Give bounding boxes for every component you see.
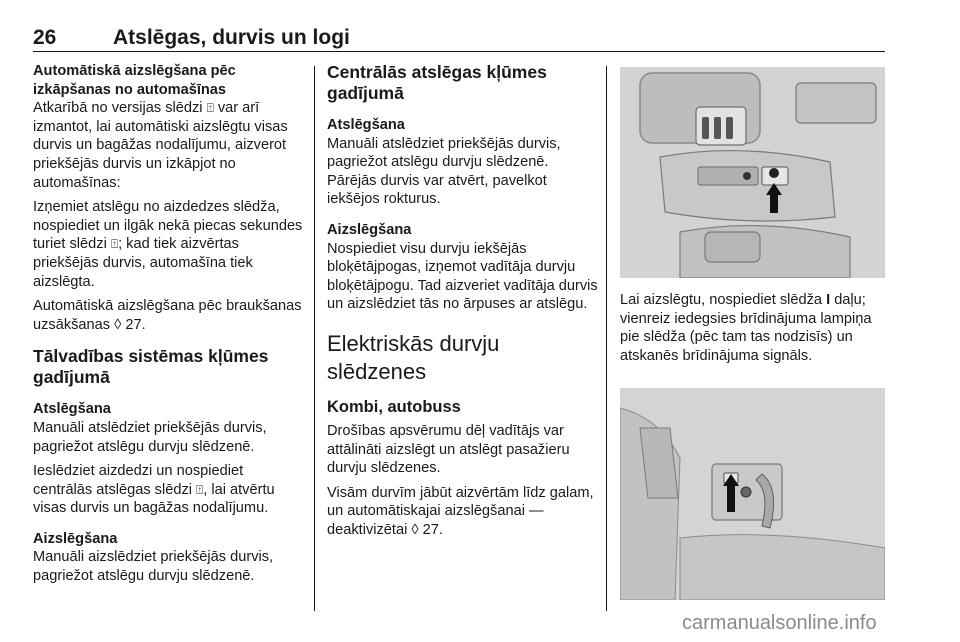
column-divider <box>606 66 607 611</box>
column-2 <box>327 62 599 540</box>
text: Visām durvīm jābūt aizvērtām līdz galam, un automātiskajai aizslēgšanai — deaktivizētai <box>327 484 594 538</box>
text: Izņemiet atslēgu no aizdedzes slēdža, nospiediet un ilgāk nekā piecas sekundes turiet slēdzi <box>33 199 303 253</box>
lock-switch-icon: ⍐ <box>206 101 214 116</box>
page-reference-icon: ◊ <box>411 521 419 538</box>
text: daļu; vienreiz iedegsies brīdinājuma lampiņa pie slēdža (pēc tam tas nodzisīs) un atskanēs brīdinājuma signāls. <box>620 292 872 364</box>
section-heading-remote-failure: Tālvadības sistēmas kļūmes gadījumā <box>33 346 269 388</box>
text: Atkarībā no versijas slēdzi <box>33 100 207 117</box>
watermark: carmanualsonline.info <box>682 612 877 634</box>
section-heading-kombi-bus: Kombi, autobuss <box>327 397 461 416</box>
page-reference: 27. <box>121 316 146 333</box>
column-divider <box>314 66 315 611</box>
switch-part-label: I <box>826 292 831 308</box>
door-lock-illustration <box>620 388 885 600</box>
paragraph <box>327 484 599 540</box>
paragraph <box>33 198 305 291</box>
text: Ieslēdziet aizdedzi un nospiediet centrālās atslēgas slēdzi <box>33 463 244 498</box>
paragraph <box>33 462 305 518</box>
subheading-unlock: Atslēgšana <box>33 401 111 418</box>
subheading-lock: Aizslēgšana <box>327 221 412 238</box>
page-title: Atslēgas, durvis un logi <box>113 26 350 49</box>
text: ; kad tiek aizvērtas priekšējās durvis, automašīna tiek aizslēgta. <box>33 236 253 290</box>
paragraph: Manuāli atslēdziet priekšējās durvis, pagriežot atslēgu durvju slēdzenē. <box>33 419 267 455</box>
page-reference: 27. <box>418 521 443 538</box>
page-number: 26 <box>33 26 57 49</box>
paragraph: Nospiediet visu durvju iekšējās bloķētājpogas, izņemot vadītāja durvju bloķētājpogu. Tad aizveriet vadītāja durvis un aizslēdziet tās no ārpuses ar atslēgu. <box>327 240 598 313</box>
paragraph: Manuāli atslēdziet priekšējās durvis, pagriežot atslēgu durvju slēdzenē. Pārējās durvis var atvērt, pavelkot iekšējos rokturus. <box>327 135 561 208</box>
dashboard-switch-figure <box>620 67 885 278</box>
column-1 <box>33 62 305 586</box>
text: Lai aizslēgtu, nospiediet slēdža <box>620 292 827 308</box>
dashboard-switch-illustration <box>620 67 885 278</box>
chapter-heading-electric-locks: Elektriskās durvju slēdzenes <box>327 330 500 384</box>
section-heading-auto-lock: Automātiskā aizslēgšana pēc izkāpšanas no automašīnas <box>33 63 236 98</box>
section-heading-central-lock-failure: Centrālās atslēgas kļūmes gadījumā <box>327 62 547 103</box>
paragraph <box>33 99 305 192</box>
paragraph <box>33 297 305 334</box>
subheading-lock: Aizslēgšana <box>33 530 118 547</box>
paragraph: Manuāli aizslēdziet priekšējās durvis, pagriežot atslēgu durvju slēdzenē. <box>33 549 274 585</box>
figure-caption <box>620 291 888 365</box>
door-lock-figure <box>620 388 885 600</box>
text: Automātiskā aizslēgšana pēc braukšanas uzsākšanas <box>33 298 302 333</box>
lock-switch-icon: ⍐ <box>196 482 204 497</box>
subheading-unlock: Atslēgšana <box>327 117 405 133</box>
column-3 <box>620 62 888 600</box>
page-header <box>33 26 885 52</box>
lock-switch-icon: ⍐ <box>110 237 119 252</box>
page-reference-icon: ◊ <box>114 316 122 333</box>
text: var arī izmantot, lai automātiski aizslēgtu visas durvis un bagāžas nodalījumu, aizverot priekšējās durvis un izkāpjot no automašīnas: <box>33 100 288 191</box>
text: , lai atvērtu visas durvis un bagāžas nodalījumu. <box>33 481 275 517</box>
paragraph: Drošības apsvērumu dēļ vadītājs var attālināti aizslēgt un atslēgt pasažieru durvju slēdzenes. <box>327 422 570 477</box>
header-rule <box>33 51 885 52</box>
